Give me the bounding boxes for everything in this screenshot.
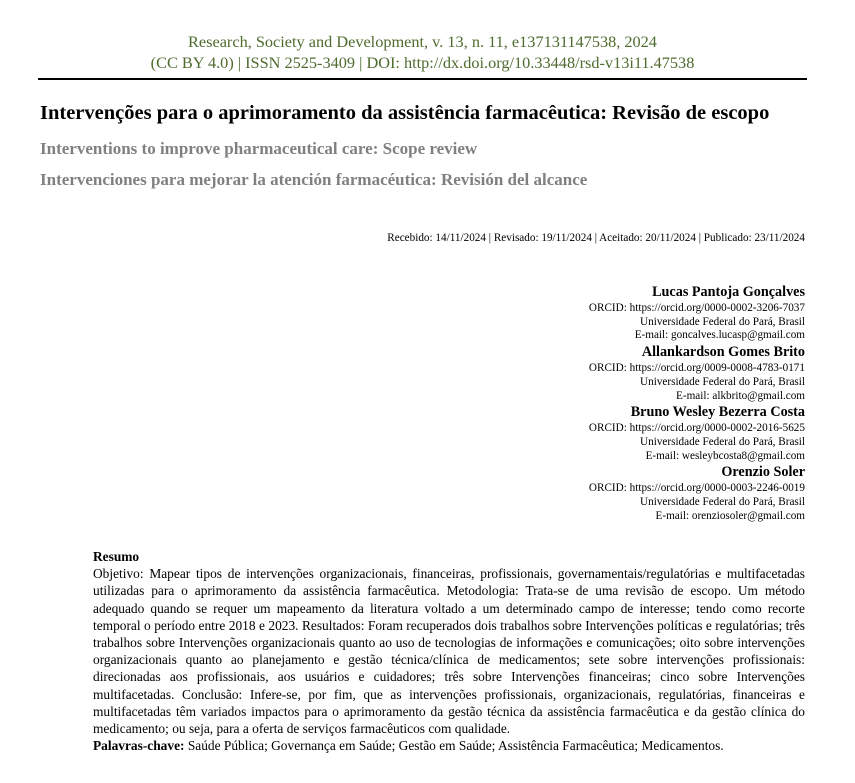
author-affiliation: Universidade Federal do Pará, Brasil bbox=[640, 496, 805, 509]
article-title-pt: Intervenções para o aprimoramento da assistência farmacêutica: Revisão de escopo bbox=[40, 102, 770, 124]
author-email[interactable]: E-mail: orenziosoler@gmail.com bbox=[655, 509, 805, 522]
article-title-es: Intervenciones para mejorar la atención farmacéutica: Revisión del alcance bbox=[40, 170, 588, 189]
abstract-section bbox=[93, 548, 805, 754]
author-orcid[interactable]: ORCID: https://orcid.org/0000-0002-2016-5625 bbox=[588, 422, 805, 435]
author-affiliation: Universidade Federal do Pará, Brasil bbox=[640, 375, 805, 388]
journal-header bbox=[38, 31, 807, 73]
journal-license-doi: (CC BY 4.0) | ISSN 2525-3409 | DOI: http://dx.doi.org/10.33448/rsd-v13i11.47538 bbox=[150, 53, 695, 72]
abstract-body: Objetivo: Mapear tipos de intervenções organizacionais, financeiras, profissionais, governamentais/regulatórias e multifacetadas utilizadas para o aprimoramento da assistência farmacêutica. Metodologia: Trata-se de uma revisão de escopo. Um método adequado quando se requer um mapeamento da literatura voltado a um determinado campo de interesse; tendo como recorte temporal o período entre 2018 e 2023. Resultados: Foram recuperados dois trabalhos sobre Intervenções políticas e regulatórias; três trabalhos sobre Intervenções organizacionais quanto ao uso de tecnologias de informações e comunicações; oito sobre intervenções organizacionais quanto ao planejamento e gestão técnica/clínica de medicamentos; sete sobre intervenções profissionais: direcionadas aos profissionais, aos usuários e cuidadores; três sobre Intervenções financeiras; cinco sobre Intervenções multifacetadas. Conclusão: Infere-se, por fim, que as intervenções profissionais, organizacionais, regulatórias, financeiras e multifacetadas têm variados impactos para o aprimoramento da gestão técnica da assistência farmacêutica e da gestão clínica do medicamento; ou seja, para a oferta de serviços farmacêuticos com qualidade. bbox=[93, 566, 805, 737]
author-list bbox=[589, 283, 805, 523]
author-orcid[interactable]: ORCID: https://orcid.org/0000-0003-2246-0019 bbox=[588, 482, 805, 495]
keywords-list: Saúde Pública; Governança em Saúde; Gestão em Saúde; Assistência Farmacêutica; Medicamentos. bbox=[184, 738, 724, 754]
keywords-label: Palavras-chave: bbox=[93, 738, 185, 754]
article-title-en: Interventions to improve pharmaceutical care: Scope review bbox=[40, 139, 478, 158]
author-name: Orenzio Soler bbox=[721, 464, 805, 481]
author-block bbox=[589, 283, 805, 343]
author-name: Bruno Wesley Bezerra Costa bbox=[630, 404, 805, 421]
author-affiliation: Universidade Federal do Pará, Brasil bbox=[640, 315, 805, 328]
author-block bbox=[589, 343, 805, 403]
author-email[interactable]: E-mail: goncalves.lucasp@gmail.com bbox=[634, 329, 805, 342]
author-name: Lucas Pantoja Gonçalves bbox=[652, 284, 805, 300]
abstract-heading: Resumo bbox=[93, 549, 140, 564]
author-email[interactable]: E-mail: alkbrito@gmail.com bbox=[676, 389, 805, 402]
header-divider bbox=[38, 78, 807, 80]
author-email[interactable]: E-mail: wesleybcosta8@gmail.com bbox=[645, 449, 805, 462]
journal-citation: Research, Society and Development, v. 13, n. 11, e137131147538, 2024 bbox=[188, 32, 657, 51]
author-orcid[interactable]: ORCID: https://orcid.org/0000-0002-3206-7037 bbox=[588, 302, 805, 314]
keywords bbox=[93, 737, 805, 754]
author-orcid[interactable]: ORCID: https://orcid.org/0009-0008-4783-0171 bbox=[588, 362, 805, 375]
author-affiliation: Universidade Federal do Pará, Brasil bbox=[640, 435, 805, 448]
author-name: Allankardson Gomes Brito bbox=[641, 344, 805, 361]
author-block bbox=[589, 463, 805, 523]
author-block bbox=[589, 403, 805, 463]
publication-dates: Recebido: 14/11/2024 | Revisado: 19/11/2024 | Aceitado: 20/11/2024 | Publicado: 23/11/2024 bbox=[387, 232, 805, 244]
